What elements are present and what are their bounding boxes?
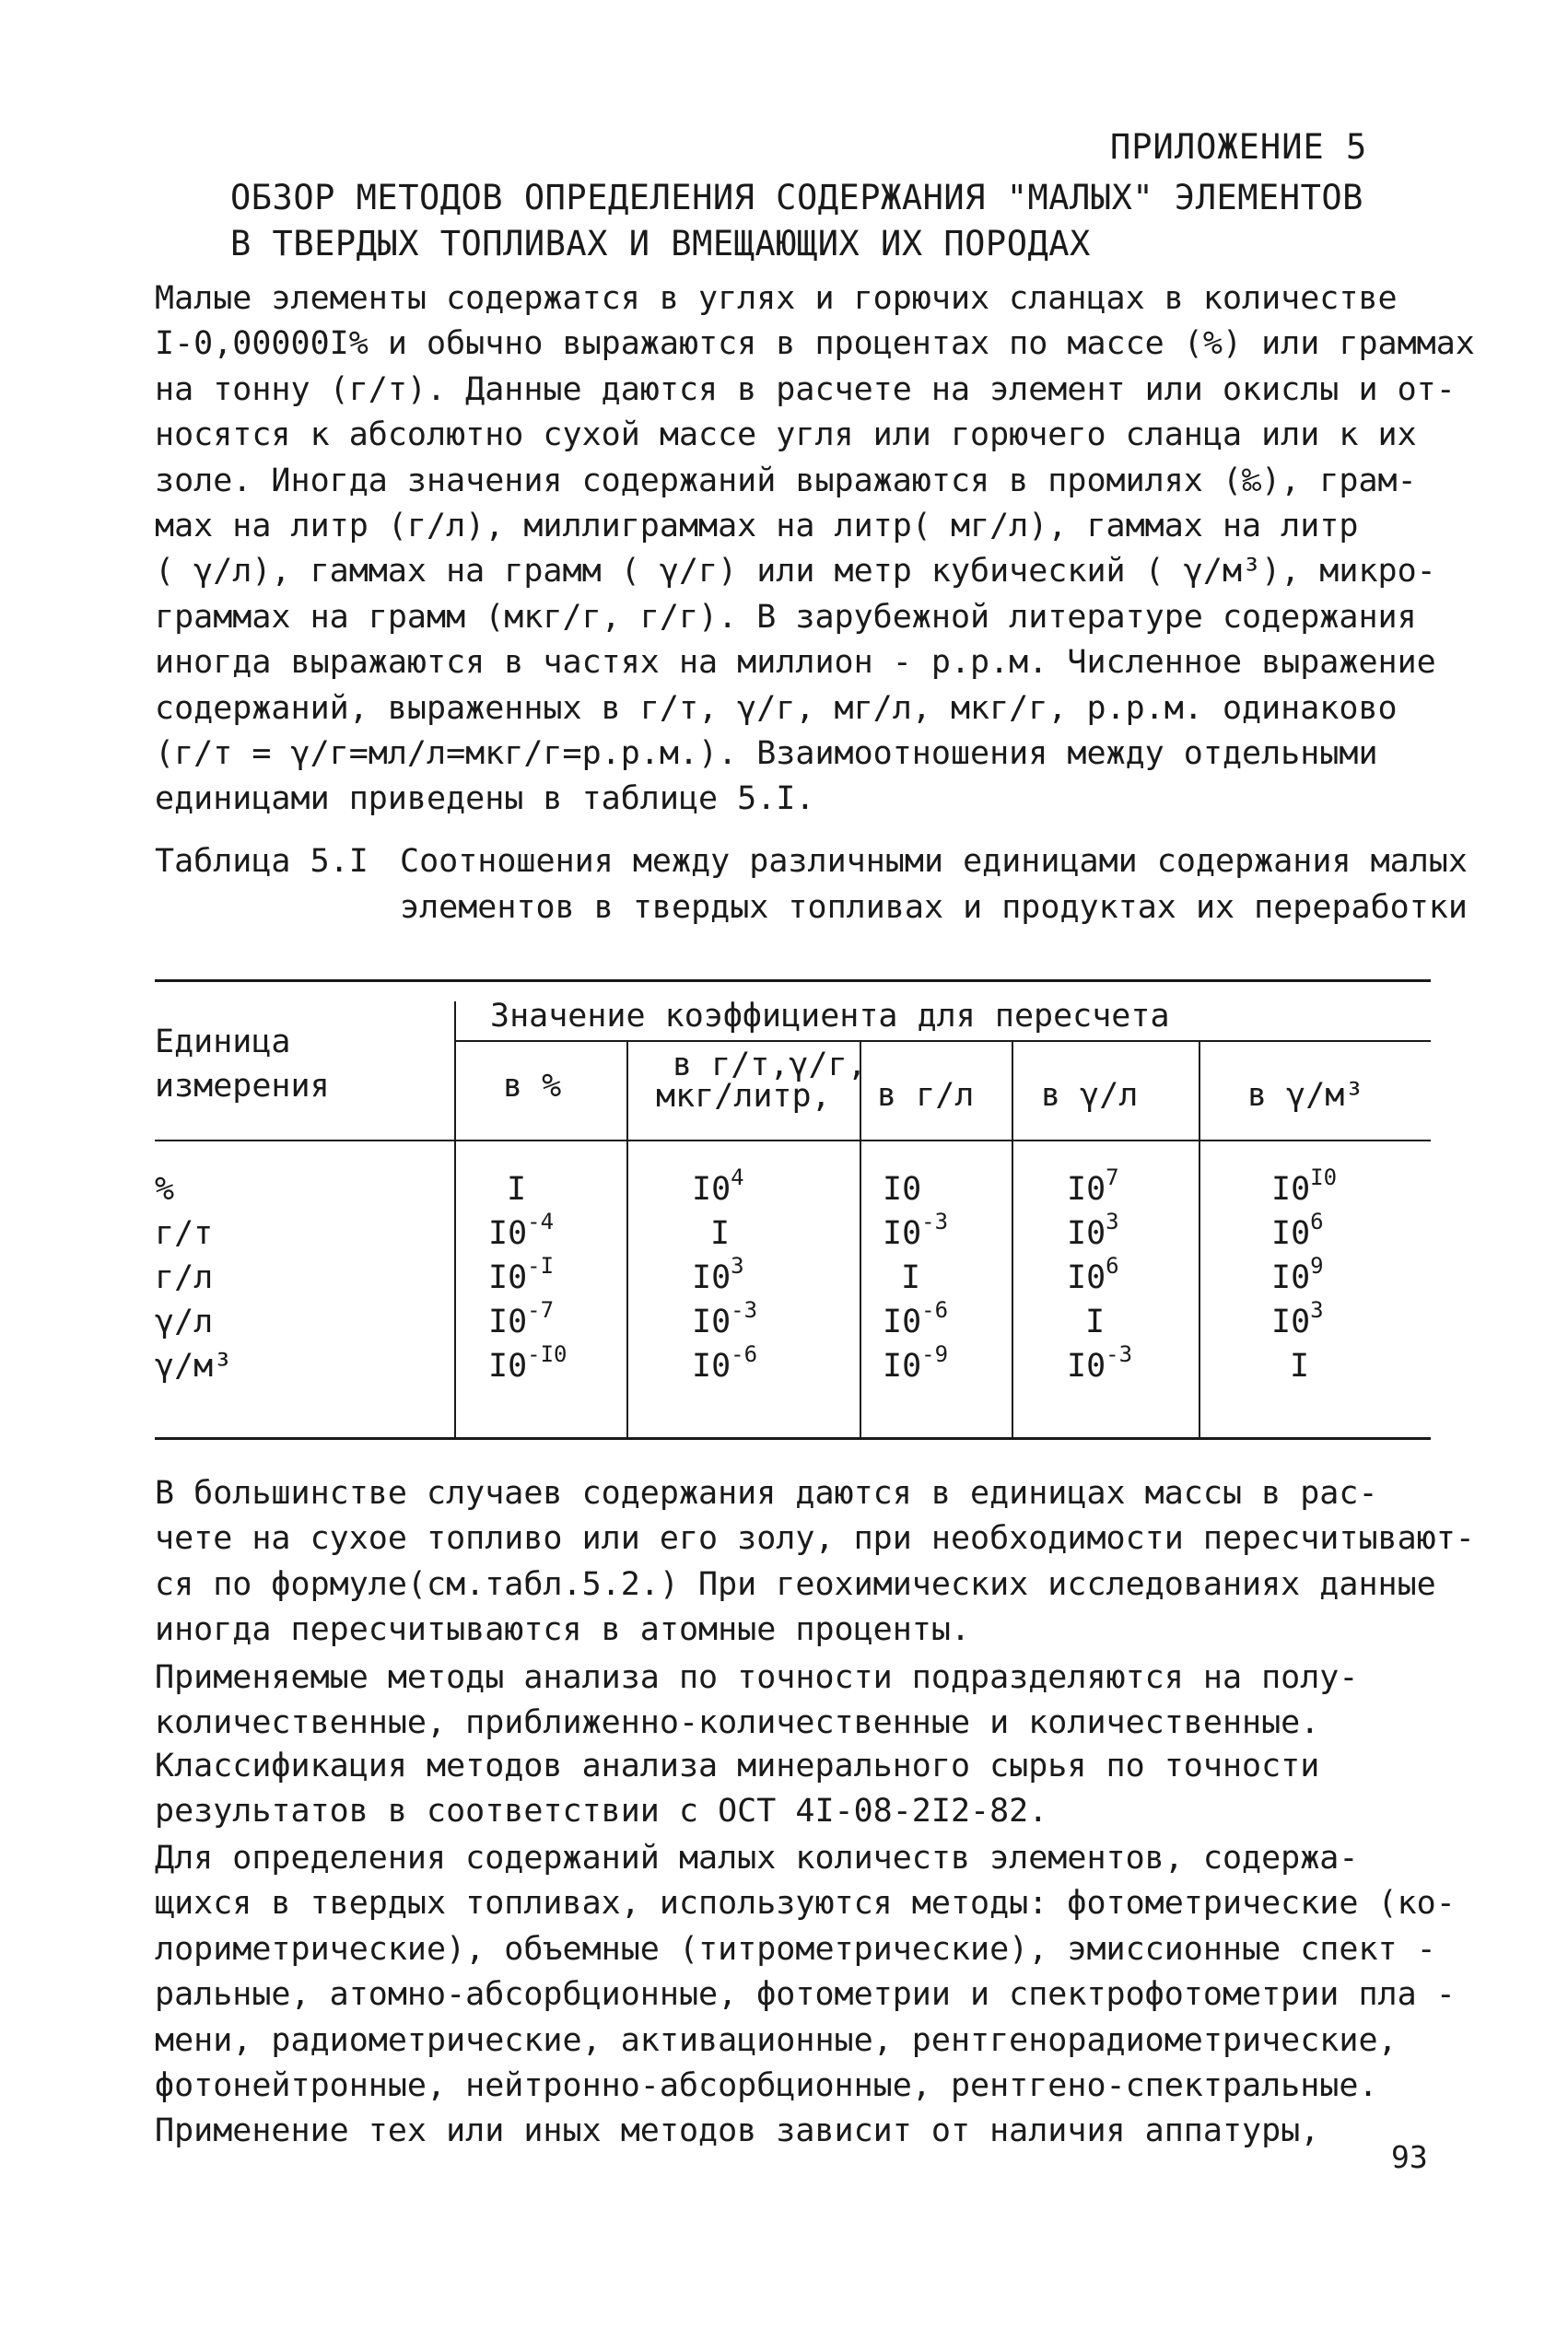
table-cell: I0 bbox=[883, 1171, 922, 1208]
table-cell: $I0^7$ bbox=[1067, 1164, 1119, 1208]
table-cell: I bbox=[1290, 1348, 1310, 1385]
table-cell: $I0^{-3}$ bbox=[883, 1209, 949, 1252]
text-line: единицами приведены в таблице 5.I. bbox=[155, 780, 815, 818]
table-cell: $I0^3$ bbox=[1067, 1209, 1119, 1252]
table-cell: $I0^{-4}$ bbox=[488, 1209, 555, 1252]
text-line: щихся в твердых топливах, используются методы: фотометрические (ко- bbox=[155, 1885, 1456, 1923]
table-caption-label: Таблица 5.I bbox=[155, 843, 369, 880]
text-line: (г/т = γ/г=мл/л=мкг/г=р.р.м.). Взаимоотношения между отдельными bbox=[155, 735, 1378, 773]
methods-accuracy-paragraph bbox=[155, 1655, 1431, 1747]
table-cell: I bbox=[507, 1171, 527, 1208]
text-line: золе. Иногда значения содержаний выражаются в промилях (‰), грам- bbox=[155, 462, 1417, 499]
table-cell: $I0^6$ bbox=[1067, 1253, 1119, 1296]
row-unit: г/т bbox=[155, 1215, 214, 1252]
table-bottom-rule bbox=[155, 1437, 1431, 1440]
text-line: Классификация методов анализа минерального сырья по точности bbox=[155, 1748, 1320, 1784]
table-cell: $I0^{-9}$ bbox=[883, 1341, 949, 1385]
text-line: лориметрические), объемные (титрометрические), эмиссионные спект - bbox=[155, 1930, 1436, 1968]
col-header-gt bbox=[656, 1047, 867, 1115]
table-caption-text: элементов в твердых топливах и продуктах их переработки bbox=[400, 889, 1468, 926]
unit-header-line: измерения bbox=[155, 1068, 330, 1105]
col-header-line: мкг/литр, bbox=[656, 1078, 831, 1115]
row-unit: г/л bbox=[155, 1259, 214, 1296]
text-line: Малые элементы содержатся в углях и горючих сланцах в количестве bbox=[155, 280, 1398, 317]
column-divider bbox=[1199, 1040, 1200, 1437]
table-cell: $I0^{-3}$ bbox=[692, 1297, 758, 1340]
table-cell: $I0^{-6}$ bbox=[883, 1297, 949, 1340]
text-line: ральные, атомно-абсорбционные, фотометрии и спектрофотометрии пла - bbox=[155, 1976, 1456, 2014]
text-line: Применяемые методы анализа по точности подразделяются на полу- bbox=[155, 1659, 1359, 1696]
column-divider bbox=[454, 1001, 456, 1437]
text-line: количественные, приближенно-количественные и количественные. bbox=[155, 1704, 1320, 1742]
intro-paragraph bbox=[155, 276, 1475, 823]
header-bottom-rule bbox=[155, 1140, 1431, 1141]
table-top-rule bbox=[155, 979, 1431, 982]
table-cell: I bbox=[710, 1215, 731, 1252]
col-header-gl: в г/л bbox=[877, 1077, 975, 1114]
table-cell: $I0^9$ bbox=[1271, 1253, 1324, 1296]
text-line: на тонну (г/т). Данные даются в расчете на элемент или окислы и от- bbox=[155, 370, 1456, 408]
col-header-line: в г/т,γ/г, bbox=[673, 1047, 867, 1083]
col-header-percent: в % bbox=[503, 1068, 562, 1105]
column-divider bbox=[626, 1040, 628, 1437]
col-header-gamma-m3: в γ/м³ bbox=[1247, 1077, 1364, 1114]
table-cell: $I0^{-6}$ bbox=[692, 1341, 758, 1385]
text-line: иногда выражаются в частях на миллион - р.р.м. Численное выражение bbox=[155, 644, 1436, 682]
table-cell: $I0^{-I0}$ bbox=[488, 1341, 568, 1385]
text-line: фотонейтронные, нейтронно-абсорбционные, рентгено-спектральные. bbox=[155, 2067, 1378, 2105]
row-unit: γ/л bbox=[155, 1304, 214, 1340]
document-title bbox=[230, 175, 1363, 267]
classification-paragraph bbox=[155, 1744, 1431, 1835]
text-line: Применение тех или иных методов зависит от наличия аппатуры, bbox=[155, 2112, 1320, 2150]
text-line: мени, радиометрические, активационные, рентгенорадиометрические, bbox=[155, 2021, 1398, 2059]
methods-list-paragraph bbox=[155, 1836, 1456, 2155]
text-line: мах на литр (г/л), миллиграммах на литр( мг/л), гаммах на литр bbox=[155, 508, 1359, 545]
conversion-table bbox=[155, 979, 1431, 1440]
text-line: результатов в соответствии с ОСТ 4I-08-2I2-82. bbox=[155, 1793, 1048, 1831]
group-header-rule bbox=[454, 1040, 1431, 1042]
table-cell: $I0^6$ bbox=[1271, 1209, 1324, 1252]
table-cell: $I0^{-I}$ bbox=[488, 1253, 555, 1296]
table-caption-text: Соотношения между различными единицами содержания малых bbox=[400, 843, 1468, 880]
page-number: 93 bbox=[1391, 2139, 1428, 2175]
text-line: Для определения содержаний малых количеств элементов, содержа- bbox=[155, 1840, 1359, 1877]
unit-header-line: Единица bbox=[155, 1024, 291, 1060]
title-line: В ТВЕРДЫХ ТОПЛИВАХ И ВМЕЩАЮЩИХ ИХ ПОРОДАХ bbox=[230, 224, 1091, 263]
row-unit: % bbox=[155, 1171, 175, 1208]
table-cell: $I0^{-7}$ bbox=[488, 1297, 555, 1340]
appendix-label: ПРИЛОЖЕНИЕ 5 bbox=[1110, 127, 1368, 167]
text-line: чете на сухое топливо или его золу, при необходимости пересчитывают- bbox=[155, 1520, 1475, 1558]
column-divider bbox=[1012, 1040, 1013, 1437]
text-line: иногда пересчитываются в атомные проценты. bbox=[155, 1611, 971, 1649]
text-line: ( γ/л), гаммах на грамм ( γ/г) или метр кубический ( γ/м³), микро- bbox=[155, 553, 1436, 591]
unit-header bbox=[155, 1020, 330, 1108]
text-line: содержаний, выраженных в г/т, γ/г, мг/л, мкг/г, р.р.м. одинаково bbox=[155, 689, 1398, 727]
group-header: Значение коэффициента для пересчета bbox=[490, 998, 1170, 1035]
table-cell: $I0^3$ bbox=[1271, 1297, 1324, 1340]
table-cell: $I0^{-3}$ bbox=[1067, 1341, 1133, 1385]
row-unit: γ/м³ bbox=[155, 1348, 233, 1385]
text-line: граммах на грамм (мкг/г, г/г). В зарубежной литературе содержания bbox=[155, 598, 1417, 636]
text-line: ся по формуле(см.табл.5.2.) При геохимических исследованиях данные bbox=[155, 1565, 1436, 1603]
text-line: I-0,00000I% и обычно выражаются в процентах по массе (%) или граммах bbox=[155, 325, 1475, 363]
units-paragraph bbox=[155, 1471, 1475, 1654]
table-cell: I bbox=[1085, 1304, 1106, 1340]
text-line: носятся к абсолютно сухой массе угля или горючего сланца или к их bbox=[155, 416, 1417, 454]
table-cell: $I0^4$ bbox=[692, 1164, 744, 1208]
table-cell: $I0^3$ bbox=[692, 1253, 744, 1296]
title-line: ОБЗОР МЕТОДОВ ОПРЕДЕЛЕНИЯ СОДЕРЖАНИЯ "МАЛЫХ" ЭЛЕМЕНТОВ bbox=[230, 178, 1363, 217]
table-cell: $I0^{I0}$ bbox=[1271, 1164, 1338, 1208]
text-line: В большинстве случаев содержания даются в единицах массы в рас- bbox=[155, 1475, 1378, 1512]
table-cell: I bbox=[901, 1259, 921, 1296]
col-header-gamma-l: в γ/л bbox=[1041, 1077, 1139, 1114]
